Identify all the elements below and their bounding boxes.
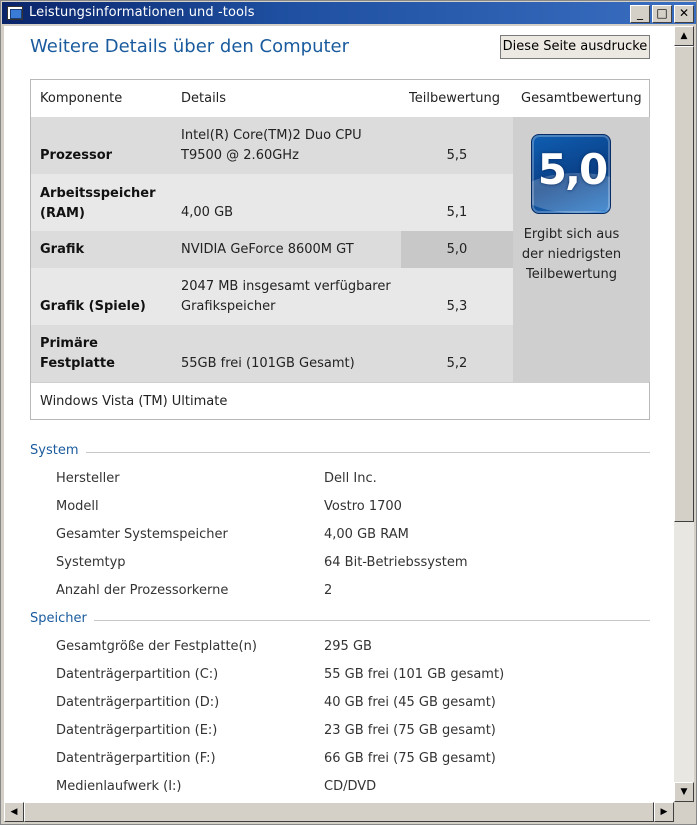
print-page-button[interactable]: Diese Seite ausdrucke xyxy=(500,35,650,59)
maximize-icon: □ xyxy=(656,6,668,20)
component-name: Grafik xyxy=(40,242,85,257)
info-label: Systemtyp xyxy=(56,555,126,570)
info-label: Datenträgerpartition (C:) xyxy=(56,667,219,682)
info-label: Medienlaufwerk (I:) xyxy=(56,779,182,794)
score-table xyxy=(30,79,650,420)
arrow-up-icon: ▲ xyxy=(680,31,688,41)
section-divider xyxy=(94,620,650,621)
info-label: Datenträgerpartition (E:) xyxy=(56,723,218,738)
scrollbar-corner xyxy=(674,802,694,822)
info-value: 4,00 GB RAM xyxy=(324,527,409,542)
arrow-left-icon: ◀ xyxy=(10,807,18,817)
section-title-storage: Speicher xyxy=(30,611,87,626)
vertical-scroll-thumb[interactable] xyxy=(674,46,694,522)
component-name: Primäre Festplatte xyxy=(40,336,115,371)
maximize-button[interactable] xyxy=(652,5,672,23)
info-value: 66 GB frei (75 GB gesamt) xyxy=(324,751,496,766)
info-value: Vostro 1700 xyxy=(324,499,402,514)
content-area xyxy=(4,26,674,802)
info-value: CD/DVD xyxy=(324,779,377,794)
vertical-scrollbar[interactable] xyxy=(674,26,694,802)
scroll-down-button[interactable] xyxy=(674,782,694,802)
section-divider xyxy=(86,452,650,453)
close-icon: ✕ xyxy=(678,6,690,20)
horizontal-scrollbar[interactable] xyxy=(4,802,674,822)
component-name: Arbeitsspeicher (RAM) xyxy=(40,186,156,221)
info-value: 295 GB xyxy=(324,639,372,654)
subscore: 5,1 xyxy=(446,205,468,220)
component-details: Intel(R) Core(TM)2 Duo CPU T9500 @ 2.60GHz xyxy=(181,128,362,163)
title-bar[interactable] xyxy=(2,2,696,24)
subscore: 5,0 xyxy=(446,242,468,257)
scroll-right-button[interactable] xyxy=(654,802,674,822)
info-label: Datenträgerpartition (F:) xyxy=(56,751,216,766)
info-label: Datenträgerpartition (D:) xyxy=(56,695,220,710)
page-title: Weitere Details über den Computer xyxy=(30,36,350,57)
component-details: 4,00 GB xyxy=(181,205,234,220)
info-label: Gesamter Systemspeicher xyxy=(56,527,228,542)
component-details: 2047 MB insgesamt verfügbarer Grafikspeicher xyxy=(181,279,391,314)
column-header-subscore: Teilbewertung xyxy=(409,91,501,106)
os-edition: Windows Vista (TM) Ultimate xyxy=(31,382,649,420)
base-score-note: Ergibt sich aus der niedrigsten Teilbewertung xyxy=(521,227,622,282)
scroll-up-button[interactable] xyxy=(674,26,694,46)
horizontal-scroll-thumb[interactable] xyxy=(24,802,654,822)
info-value: 40 GB frei (45 GB gesamt) xyxy=(324,695,496,710)
scroll-left-button[interactable] xyxy=(4,802,24,822)
arrow-down-icon: ▼ xyxy=(680,787,688,797)
column-header-component: Komponente xyxy=(40,91,123,106)
subscore: 5,2 xyxy=(446,356,468,371)
component-details: 55GB frei (101GB Gesamt) xyxy=(181,356,355,371)
total-score-panel xyxy=(513,117,650,382)
window-title: Leistungsinformationen und -tools xyxy=(29,5,255,20)
arrow-right-icon: ▶ xyxy=(660,807,668,817)
info-label: Modell xyxy=(56,499,99,514)
base-score-badge xyxy=(531,134,611,214)
component-name: Prozessor xyxy=(40,148,113,163)
info-value: 55 GB frei (101 GB gesamt) xyxy=(324,667,505,682)
info-label: Hersteller xyxy=(56,471,120,486)
close-button[interactable] xyxy=(674,5,694,23)
app-icon xyxy=(7,6,23,20)
info-label: Anzahl der Prozessorkerne xyxy=(56,583,229,598)
info-value: 64 Bit-Betriebssystem xyxy=(324,555,468,570)
component-details: NVIDIA GeForce 8600M GT xyxy=(181,242,354,257)
info-value: 2 xyxy=(324,583,333,598)
section-title-system: System xyxy=(30,443,79,458)
subscore: 5,3 xyxy=(446,299,468,314)
info-label: Gesamtgröße der Festplatte(n) xyxy=(56,639,257,654)
info-value: 23 GB frei (75 GB gesamt) xyxy=(324,723,496,738)
column-header-details: Details xyxy=(181,91,227,106)
column-header-total: Gesamtbewertung xyxy=(521,91,642,106)
minimize-icon: _ xyxy=(637,6,643,20)
subscore: 5,5 xyxy=(446,148,468,163)
base-score-value: 5,0 xyxy=(537,145,607,194)
info-value: Dell Inc. xyxy=(324,471,377,486)
component-name: Grafik (Spiele) xyxy=(40,299,146,314)
minimize-button[interactable] xyxy=(630,5,650,23)
